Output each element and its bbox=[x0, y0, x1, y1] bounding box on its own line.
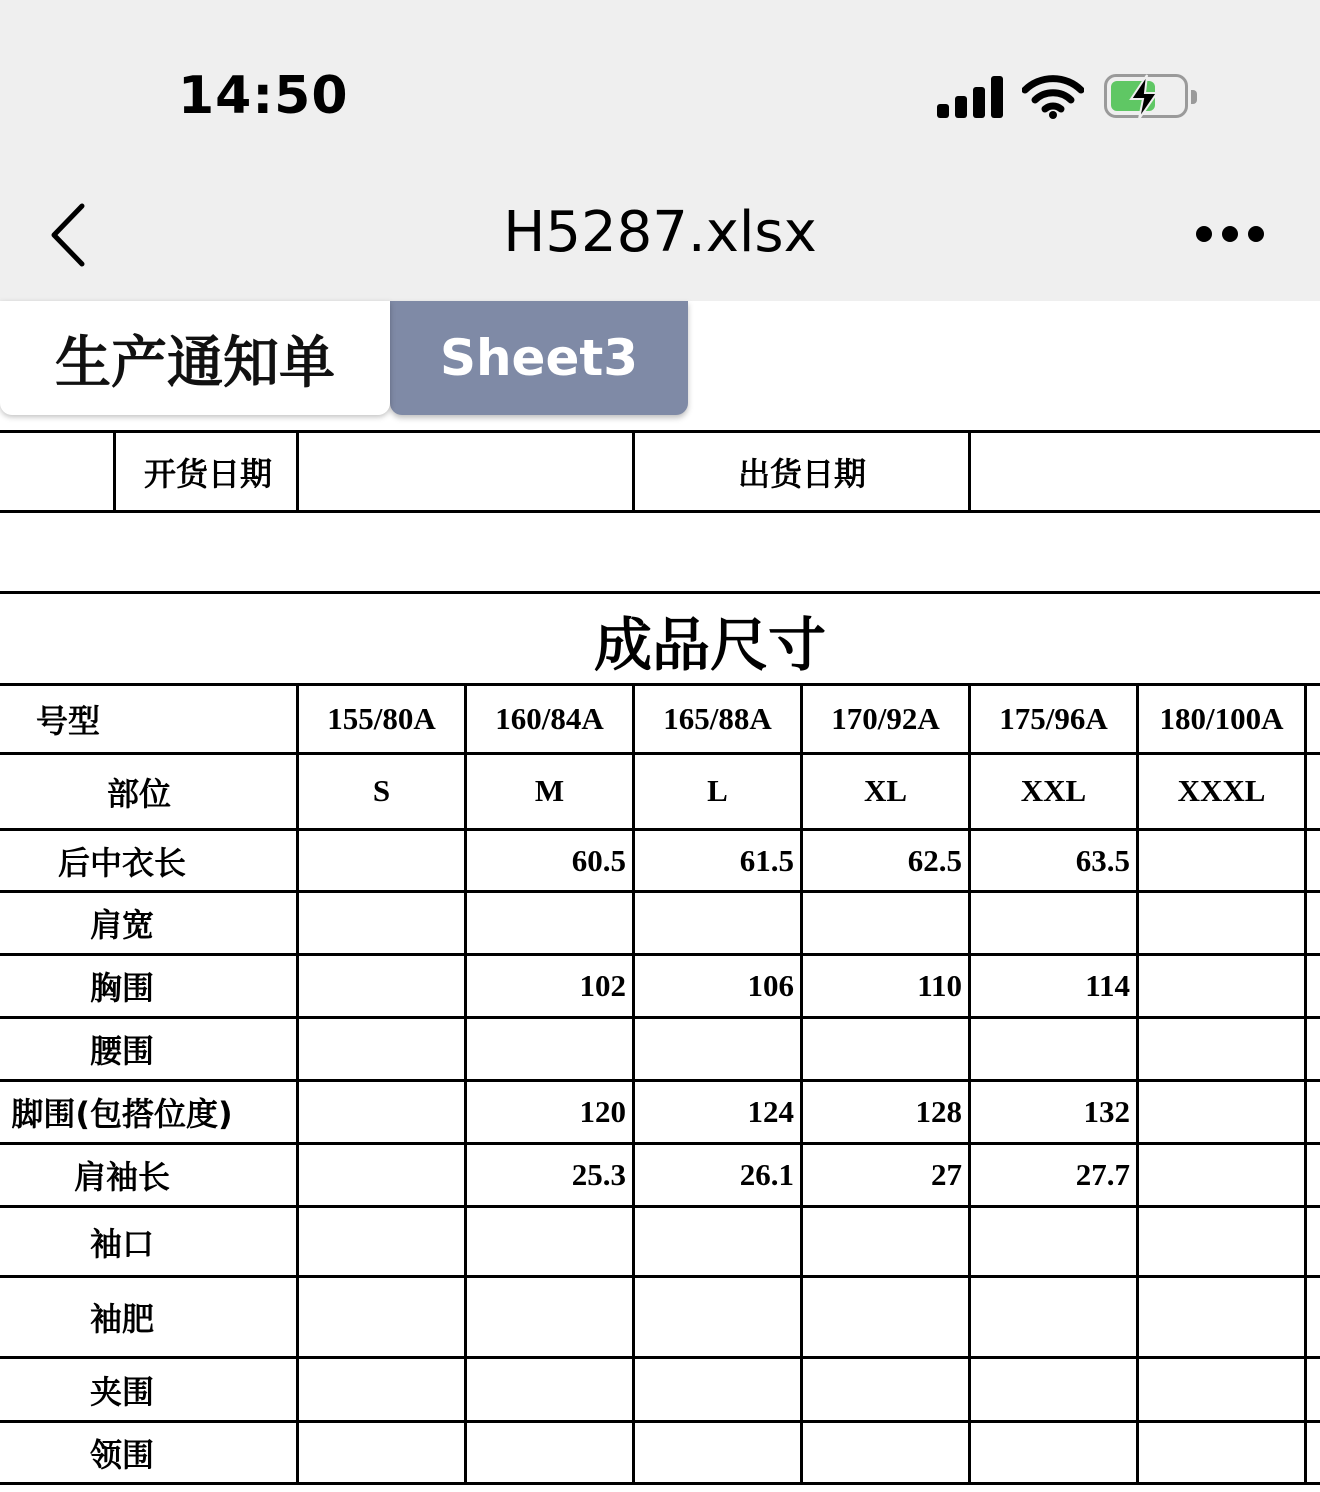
row-label-cell: 领围 bbox=[89, 1435, 154, 1474]
measurement-cell[interactable] bbox=[467, 1359, 632, 1420]
row-label-cell: 夹围 bbox=[89, 1372, 154, 1411]
grid-hline bbox=[0, 1482, 1320, 1485]
row-label-cell: 肩袖长 bbox=[73, 1158, 170, 1196]
measurement-cell[interactable]: 128 bbox=[915, 1094, 962, 1129]
measurement-cell[interactable] bbox=[635, 1423, 800, 1482]
measurement-cell[interactable] bbox=[1139, 1145, 1304, 1205]
measurement-cell[interactable] bbox=[299, 1145, 464, 1205]
size-header-cell: 165/88A bbox=[663, 701, 772, 736]
measurement-cell[interactable] bbox=[299, 831, 464, 890]
measurement-cell[interactable] bbox=[971, 1019, 1136, 1079]
measurement-cell[interactable] bbox=[467, 1208, 632, 1275]
measurement-cell[interactable] bbox=[1139, 1082, 1304, 1142]
more-options-button[interactable] bbox=[1196, 226, 1266, 244]
row-label-cell: 后中衣长 bbox=[57, 843, 186, 882]
measurement-cell[interactable] bbox=[1139, 1019, 1304, 1079]
measurement-cell[interactable]: 106 bbox=[747, 968, 794, 1003]
grid-hline bbox=[0, 591, 1320, 594]
grid-vline bbox=[1304, 683, 1307, 1485]
measurement-cell[interactable] bbox=[971, 893, 1136, 953]
size-header-cell: 175/96A bbox=[999, 701, 1108, 736]
measurement-cell[interactable] bbox=[1139, 1423, 1304, 1482]
row-label-cell: 胸围 bbox=[89, 969, 154, 1007]
measurement-cell[interactable] bbox=[467, 1278, 632, 1356]
order-date-label: 开货日期 bbox=[143, 455, 272, 493]
measurement-cell[interactable] bbox=[971, 1208, 1136, 1275]
top-bar bbox=[0, 0, 1320, 301]
measurement-cell[interactable] bbox=[803, 1359, 968, 1420]
measurement-cell[interactable]: 124 bbox=[747, 1094, 794, 1129]
row-label-cell: 袖肥 bbox=[89, 1300, 154, 1338]
measurement-cell[interactable] bbox=[803, 1278, 968, 1356]
measurement-cell[interactable]: 61.5 bbox=[739, 842, 794, 878]
measurement-cell[interactable] bbox=[299, 1208, 464, 1275]
row-label-cell: 肩宽 bbox=[89, 906, 154, 944]
measurement-cell[interactable] bbox=[1139, 956, 1304, 1016]
measurement-cell[interactable]: 63.5 bbox=[1075, 842, 1130, 878]
measurement-cell[interactable] bbox=[803, 1423, 968, 1482]
ship-date-value[interactable] bbox=[971, 433, 1320, 511]
size-code-cell: XL bbox=[863, 773, 908, 808]
measurement-cell[interactable] bbox=[1139, 831, 1304, 890]
measurement-cell[interactable] bbox=[803, 1019, 968, 1079]
measurement-cell[interactable] bbox=[467, 1019, 632, 1079]
size-type-label: 号型 bbox=[36, 702, 101, 740]
measurement-cell[interactable] bbox=[635, 1019, 800, 1079]
part-label: 部位 bbox=[106, 775, 171, 813]
cellular-signal-icon bbox=[937, 76, 1005, 118]
measurement-cell[interactable] bbox=[803, 1208, 968, 1275]
measurement-cell[interactable] bbox=[971, 1278, 1136, 1356]
measurement-cell[interactable]: 102 bbox=[579, 968, 626, 1003]
measurement-cell[interactable]: 26.1 bbox=[739, 1157, 794, 1192]
measurement-cell[interactable] bbox=[803, 893, 968, 953]
measurement-cell[interactable] bbox=[635, 1208, 800, 1275]
measurement-cell[interactable] bbox=[1139, 1208, 1304, 1275]
size-header-cell: 155/80A bbox=[327, 701, 436, 736]
size-code-cell: S bbox=[372, 773, 391, 808]
row-label-cell: 袖口 bbox=[89, 1224, 154, 1263]
measurement-cell[interactable] bbox=[635, 893, 800, 953]
measurement-cell[interactable] bbox=[299, 1019, 464, 1079]
status-time: 14:50 bbox=[178, 66, 349, 126]
measurement-cell[interactable] bbox=[299, 1278, 464, 1356]
measurement-cell[interactable] bbox=[1139, 1359, 1304, 1420]
wifi-icon bbox=[1022, 74, 1084, 120]
measurement-cell[interactable]: 27 bbox=[931, 1157, 962, 1192]
measurement-cell[interactable] bbox=[1139, 893, 1304, 953]
measurement-cell[interactable] bbox=[635, 1359, 800, 1420]
measurement-cell[interactable] bbox=[299, 893, 464, 953]
measurement-cell[interactable] bbox=[299, 1359, 464, 1420]
measurement-cell[interactable]: 120 bbox=[579, 1094, 626, 1129]
measurement-cell[interactable] bbox=[299, 1423, 464, 1482]
row-label-cell: 脚围(包搭位度) bbox=[11, 1095, 233, 1133]
size-header-cell: 170/92A bbox=[831, 701, 940, 736]
measurement-cell[interactable]: 132 bbox=[1083, 1094, 1130, 1129]
size-code-cell: XXXL bbox=[1177, 773, 1266, 808]
measurement-cell[interactable] bbox=[1139, 1278, 1304, 1356]
measurement-cell[interactable] bbox=[299, 956, 464, 1016]
measurement-cell[interactable] bbox=[971, 1423, 1136, 1482]
row-label-cell: 腰围 bbox=[89, 1032, 154, 1070]
measurement-cell[interactable] bbox=[971, 1359, 1136, 1420]
tab-sheet3[interactable]: Sheet3 bbox=[390, 301, 688, 415]
measurement-cell[interactable] bbox=[467, 1423, 632, 1482]
size-header-cell: 160/84A bbox=[495, 701, 604, 736]
measurement-cell[interactable]: 25.3 bbox=[571, 1157, 626, 1192]
measurement-cell[interactable] bbox=[467, 893, 632, 953]
measurement-cell[interactable] bbox=[635, 1278, 800, 1356]
section-title: 成品尺寸 bbox=[593, 611, 826, 679]
measurement-cell[interactable]: 27.7 bbox=[1075, 1157, 1130, 1192]
measurement-cell[interactable]: 62.5 bbox=[907, 842, 962, 878]
measurement-cell[interactable]: 110 bbox=[917, 968, 962, 1003]
size-code-cell: L bbox=[707, 773, 728, 808]
battery-charging-icon bbox=[1104, 74, 1188, 118]
tab-production-notice[interactable]: 生产通知单 bbox=[0, 301, 390, 415]
size-code-cell: XXL bbox=[1020, 773, 1087, 808]
measurement-cell[interactable]: 60.5 bbox=[571, 842, 626, 878]
ship-date-label: 出货日期 bbox=[737, 455, 866, 493]
size-header-cell: 180/100A bbox=[1159, 701, 1284, 736]
measurement-cell[interactable]: 114 bbox=[1085, 968, 1130, 1003]
grid-vline bbox=[113, 430, 116, 513]
size-code-cell: M bbox=[534, 773, 565, 808]
order-date-value[interactable] bbox=[301, 433, 633, 511]
measurement-cell[interactable] bbox=[299, 1082, 464, 1142]
file-title: H5287.xlsx bbox=[503, 200, 817, 265]
